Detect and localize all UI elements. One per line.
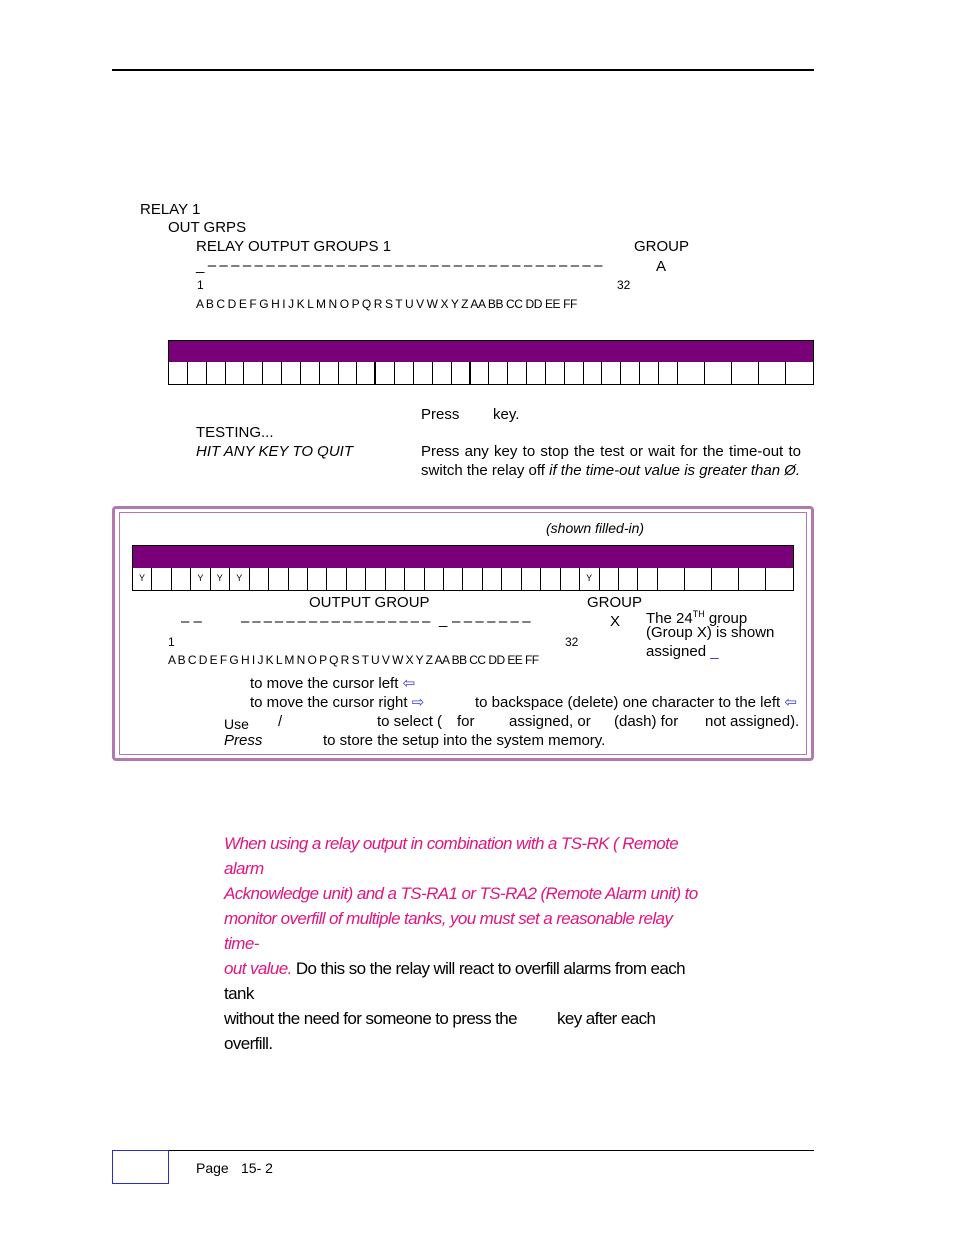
group-cell (584, 362, 603, 384)
note-text-b: group (704, 610, 748, 627)
press-store-label: Press (224, 732, 263, 749)
example-note-line2: (Group X) is shown (646, 624, 775, 641)
group-cell (619, 568, 638, 590)
dash-for-text: (dash) for (614, 713, 679, 730)
example-number-start: 1 (168, 635, 175, 649)
table-header-bar (168, 340, 814, 363)
group-cell (658, 568, 685, 590)
group-cell (508, 362, 527, 384)
note-pink-3: monitor overfill of multiple tanks, you must set a reasonable relay time- (224, 909, 673, 953)
group-cell (433, 362, 452, 384)
group-cell (678, 362, 705, 384)
note-underscore: _ (710, 643, 719, 660)
example-underscore: _ (439, 611, 448, 628)
page-number: 15- 2 (241, 1160, 273, 1176)
relay-label: RELAY 1 (140, 201, 201, 218)
group-cell (405, 568, 424, 590)
group-cell (463, 568, 482, 590)
example-number-end: 32 (565, 635, 579, 649)
group-cell (188, 362, 207, 384)
arrow-right-icon: ⇨ (411, 694, 425, 711)
group-cell (376, 362, 395, 384)
group-cell: Y (191, 568, 210, 590)
note-pink-4: out value. (224, 959, 292, 978)
note-line-1 (224, 831, 704, 881)
to-select-text: to select ( (377, 713, 443, 730)
store-instruction: to store the setup into the system memory. (323, 732, 606, 749)
note-line-5 (224, 1006, 704, 1056)
group-cell (289, 568, 308, 590)
group-cell (502, 568, 521, 590)
shown-filled-in-caption: (shown filled-in) (546, 520, 645, 536)
group-cell (152, 568, 171, 590)
group-letters: A B C D E F G H I J K L M N O P Q R S T U V W X Y Z AA BB CC DD EE FF (196, 297, 577, 311)
example-letters: A B C D E F G H I J K L M N O P Q R S T U V W X Y Z AA BB CC DD EE FF (168, 653, 539, 667)
group-number-start: 1 (197, 278, 204, 292)
group-cell (244, 362, 263, 384)
test-description-line1: Press any key to stop the test or wait for the time-out to (421, 443, 801, 460)
backspace-instruction (475, 694, 797, 712)
move-right-text: to move the cursor right (250, 694, 408, 711)
footer-box (112, 1150, 169, 1184)
example-note-line3 (646, 643, 719, 661)
footer-rule (112, 1150, 814, 1151)
group-cell (638, 568, 657, 590)
group-cell (386, 568, 405, 590)
move-left-text: to move the cursor left (250, 675, 399, 692)
assigned-or-text: assigned, or (509, 713, 591, 730)
group-label: GROUP (634, 238, 690, 255)
group-cell (269, 568, 288, 590)
group-cell (659, 362, 678, 384)
group-cell (712, 568, 739, 590)
move-right-instruction (250, 694, 424, 712)
group-cell (640, 362, 659, 384)
example-header-bar (132, 545, 794, 569)
out-grps-label: OUT GRPS (168, 219, 247, 236)
group-cell (444, 568, 463, 590)
not-assigned-text: not assigned). (705, 713, 800, 730)
backspace-text: to backspace (delete) one character to the left (475, 694, 781, 711)
group-cell (471, 362, 490, 384)
example-group-label: GROUP (587, 594, 643, 611)
example-dashes-c: – – – – – – – (452, 613, 531, 630)
group-cell-row (168, 362, 814, 385)
group-cell (705, 362, 732, 384)
group-cell (483, 568, 502, 590)
group-cell (414, 362, 433, 384)
group-cell (357, 362, 376, 384)
note-line-4 (224, 956, 704, 1006)
group-cell (759, 362, 786, 384)
note-black-5a: without the need for someone to press the (224, 1009, 517, 1028)
move-left-instruction (250, 675, 415, 693)
group-cell (172, 568, 191, 590)
group-cell (169, 362, 188, 384)
group-cell (347, 568, 366, 590)
group-cell (425, 568, 444, 590)
note-line-2 (224, 881, 704, 906)
group-cell (452, 362, 471, 384)
group-cell (308, 568, 327, 590)
note-text-a: The 24 (646, 610, 693, 627)
arrow-left-icon-2: ⇦ (784, 694, 797, 711)
group-value: A (656, 258, 667, 275)
hit-any-key-text: HIT ANY KEY TO QUIT (196, 443, 353, 460)
group-dashes: _ – – – – – – – – – – – – – – – – – – – – – – – – – – – – – – – – – – (196, 257, 603, 274)
group-cell (250, 568, 269, 590)
test-description-italic: if the time-out value is greater than Ø. (549, 462, 801, 479)
relay-timeout-note (224, 831, 704, 1056)
slash-text: / (278, 713, 283, 730)
group-cell (366, 568, 385, 590)
group-cell (527, 362, 546, 384)
test-description-line2 (421, 462, 800, 480)
group-cell (395, 362, 414, 384)
group-cell (600, 568, 619, 590)
example-group-value: X (610, 613, 621, 630)
group-cell (739, 568, 766, 590)
key-text: key. (493, 406, 520, 423)
example-dashes-b: – – – – – – – – – – – – – – – – – (241, 613, 430, 630)
group-cell (522, 568, 541, 590)
group-cell (602, 362, 621, 384)
use-text: Use (224, 716, 249, 732)
note-line-3 (224, 906, 704, 956)
note-assigned: assigned (646, 643, 707, 660)
group-cell: Y (133, 568, 152, 590)
test-description-plain: switch the relay off (421, 462, 545, 479)
group-cell (732, 362, 759, 384)
for-text: for (457, 713, 475, 730)
group-cell: Y (211, 568, 230, 590)
group-cell (621, 362, 640, 384)
group-cell (546, 362, 565, 384)
group-number-end: 32 (617, 278, 631, 292)
note-superscript: TH (692, 609, 705, 619)
group-cell (301, 362, 320, 384)
group-cell (766, 568, 793, 590)
group-cell (226, 362, 245, 384)
example-output-group: OUTPUT GROUP (309, 594, 430, 611)
group-cell (565, 362, 584, 384)
example-dashes-a: – – (181, 613, 202, 630)
group-cell (489, 362, 508, 384)
press-text: Press (421, 406, 460, 423)
group-cell (685, 568, 712, 590)
group-cell (561, 568, 580, 590)
group-cell (207, 362, 226, 384)
group-cell (327, 568, 346, 590)
note-pink-1: When using a relay output in combination with a TS-RK ( Remote alarm (224, 834, 679, 878)
relay-output-groups-title: RELAY OUTPUT GROUPS 1 (196, 238, 392, 255)
page-label: Page (196, 1160, 229, 1176)
note-black-4: Do this so the relay will react to overfill alarms from each tank (224, 959, 686, 1003)
group-cell (541, 568, 560, 590)
group-cell (786, 362, 813, 384)
header-rule (112, 69, 814, 71)
group-cell: Y (230, 568, 249, 590)
note-black-5b: key after each overfill. (224, 1009, 656, 1053)
group-cell (320, 362, 339, 384)
note-pink-2: Acknowledge unit) and a TS-RA1 or TS-RA2 (Remote Alarm unit) to (224, 884, 698, 903)
group-cell: Y (580, 568, 599, 590)
group-cell (263, 362, 282, 384)
group-cell (339, 362, 358, 384)
example-cell-row (132, 568, 794, 591)
group-cell (282, 362, 301, 384)
testing-text: TESTING... (196, 424, 274, 441)
arrow-left-icon: ⇦ (402, 675, 416, 692)
